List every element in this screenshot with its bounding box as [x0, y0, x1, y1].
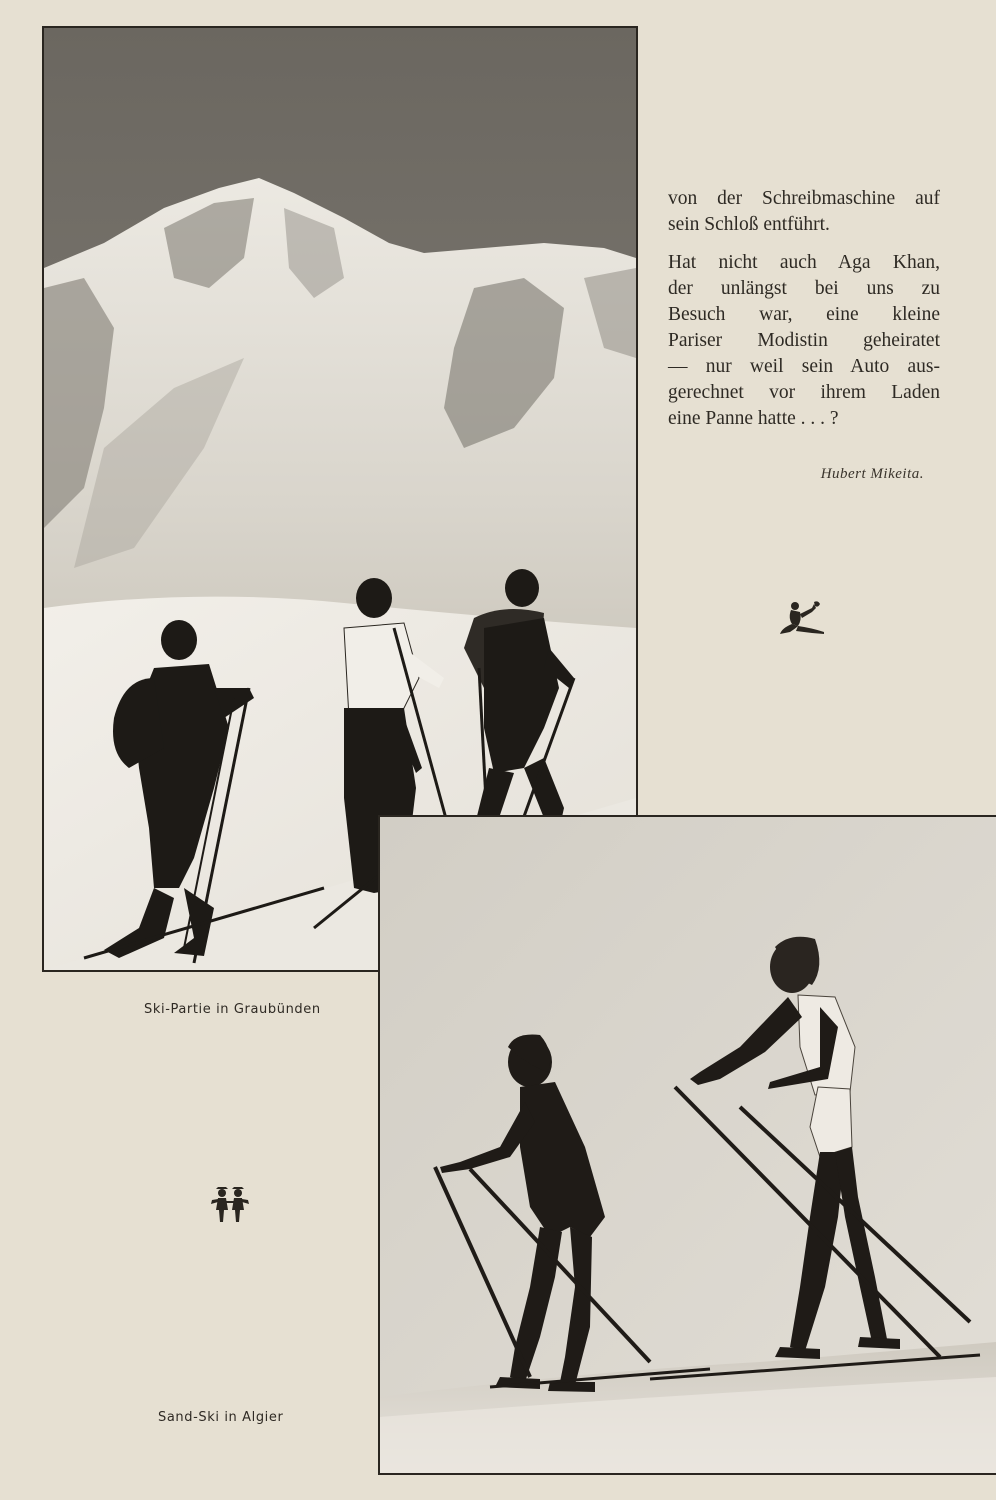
paragraph-1 [668, 186, 940, 238]
sand-ski-photo [378, 815, 996, 1475]
sand-ski-caption: Sand-Ski in Algier [158, 1410, 284, 1425]
author-signature: Hubert Mikeita. [820, 466, 924, 482]
twin-figures-vignette-icon [208, 1186, 252, 1224]
text-line: Pariser Modistin geheiratet [668, 330, 940, 351]
text-line: Besuch war, eine kleine [668, 304, 940, 325]
article-text [668, 186, 940, 432]
text-line: der unlängst bei uns zu [668, 278, 940, 299]
mermaid-vignette-icon [778, 598, 830, 638]
sand-ski-illustration [380, 817, 996, 1473]
text-line: Hat nicht auch Aga Khan, [668, 252, 940, 273]
paragraph-2 [668, 250, 940, 432]
ski-party-caption: Ski-Partie in Graubünden [144, 1002, 321, 1017]
text-line: eine Panne hatte . . . ? [668, 408, 839, 429]
text-line: von der Schreibmaschine auf [668, 188, 940, 209]
text-line: sein Schloß entführt. [668, 214, 830, 235]
text-line: — nur weil sein Auto aus- [668, 356, 940, 377]
text-line: gerechnet vor ihrem Laden [668, 382, 940, 403]
